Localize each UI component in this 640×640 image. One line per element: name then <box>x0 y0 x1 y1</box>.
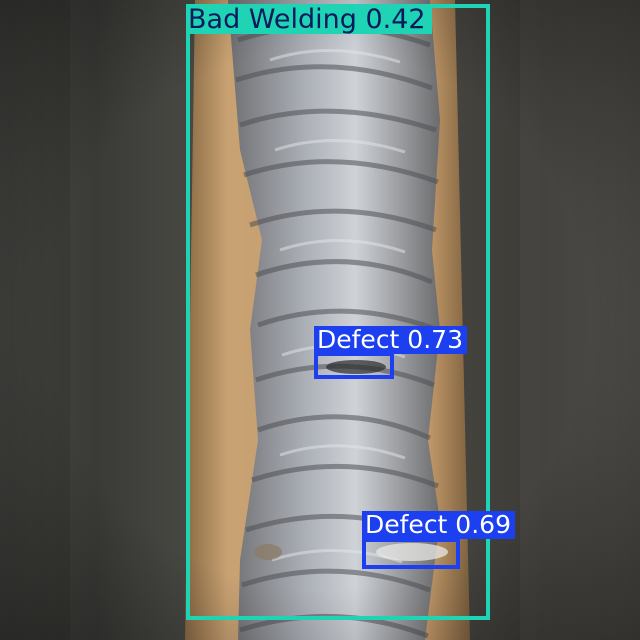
defect-label-1: Defect 0.73 <box>314 326 467 354</box>
defect-bbox-2 <box>362 538 460 569</box>
defect-label-2: Defect 0.69 <box>362 511 515 539</box>
defect-bbox-1 <box>314 352 394 379</box>
bad-welding-label: Bad Welding 0.42 <box>186 4 432 34</box>
